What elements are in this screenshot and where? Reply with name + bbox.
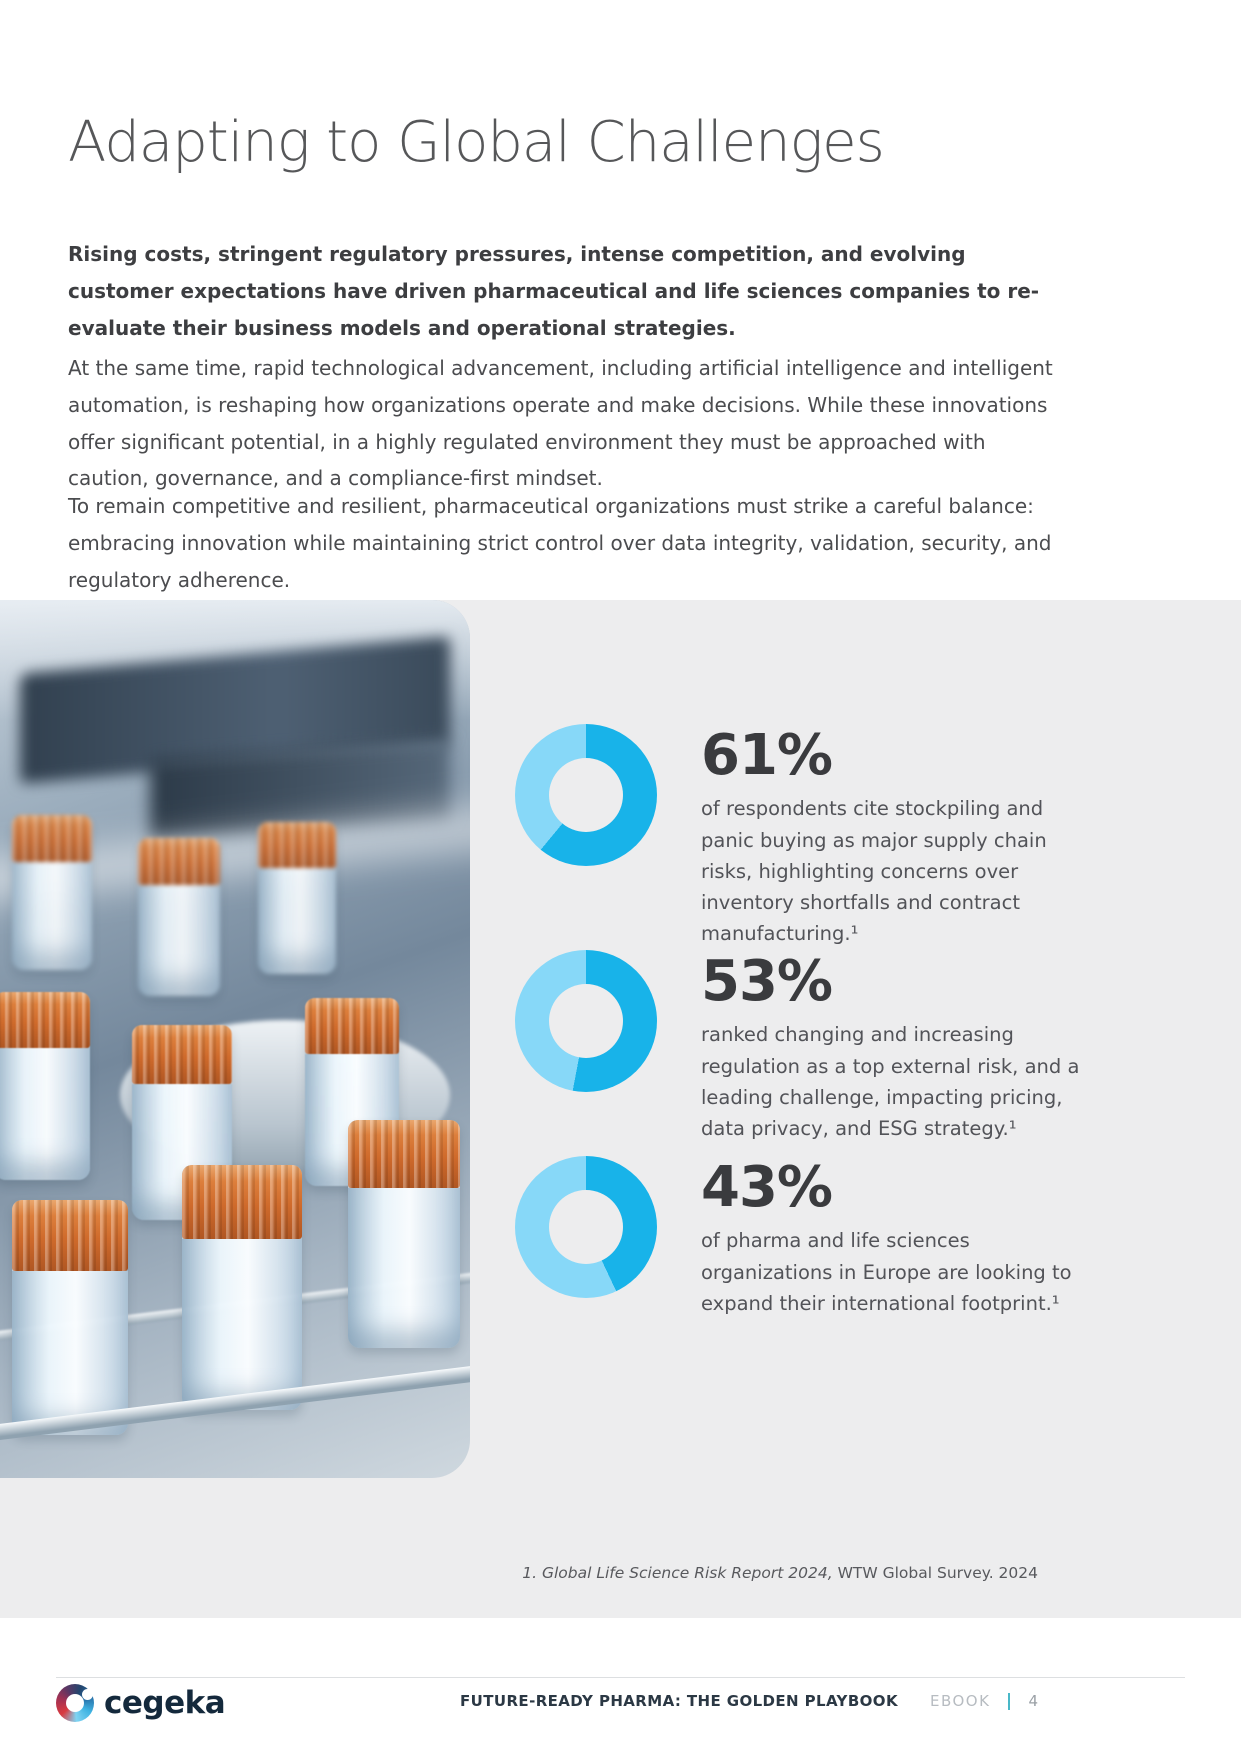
vial-illustration xyxy=(0,992,90,1180)
body-paragraph-2: At the same time, rapid technological advancement, including artificial intelligence and intelligent automation, is reshaping how organizations operate and make decisions. While these innovations offer significant potential, in a highly regulated environment they must be approached with caution, governance, and a compliance-first mindset. xyxy=(68,356,1053,491)
source-footnote xyxy=(522,1564,1038,1582)
vial-illustration xyxy=(258,822,336,974)
stat-description: of pharma and life sciences organizations in Europe are looking to expand their international footprint.¹ xyxy=(701,1229,1072,1315)
footer-doc-title: FUTURE-READY PHARMA: THE GOLDEN PLAYBOOK xyxy=(460,1692,898,1710)
cegeka-logo xyxy=(56,1684,225,1722)
footnote-source-title: 1. Global Life Science Risk Report 2024, xyxy=(522,1564,833,1582)
footnote-source-detail: WTW Global Survey. 2024 xyxy=(832,1564,1038,1582)
footer-divider-line xyxy=(56,1677,1185,1678)
stat-block-61 xyxy=(515,724,1099,949)
vial-illustration xyxy=(182,1165,302,1410)
stat-description: of respondents cite stockpiling and panic buying as major supply chain risks, highlighting concerns over inventory shortfalls and contract manufacturing.¹ xyxy=(701,797,1047,946)
stat-text xyxy=(701,950,1099,1144)
page-title: Adapting to Global Challenges xyxy=(68,110,884,175)
donut-chart-53-percent xyxy=(515,950,657,1092)
stat-value: 61% xyxy=(701,723,833,788)
vial-illustration xyxy=(348,1120,460,1348)
logo-notch xyxy=(82,1689,93,1700)
footer-meta xyxy=(460,1692,1038,1710)
stat-text xyxy=(701,1156,1099,1319)
cegeka-swirl-icon xyxy=(56,1684,94,1722)
vial-illustration xyxy=(12,1200,128,1435)
vial-illustration xyxy=(138,838,220,996)
footer-accent-divider xyxy=(1008,1693,1010,1710)
donut-hole xyxy=(549,984,623,1058)
page-number: 4 xyxy=(1028,1692,1038,1710)
stat-block-43 xyxy=(515,1156,1099,1319)
donut-hole xyxy=(549,758,623,832)
stat-description: ranked changing and increasing regulation as a top external risk, and a leading challenge, impacting pricing, data privacy, and ESG strategy.¹ xyxy=(701,1023,1080,1140)
logo-hole xyxy=(66,1694,84,1712)
body-paragraph-3: To remain competitive and resilient, pharmaceutical organizations must strike a careful balance: embracing innovation while maintaining strict control over data integrity, validation, security, and regulatory adherence. xyxy=(68,494,1052,592)
donut-hole xyxy=(549,1190,623,1264)
donut-chart-61-percent xyxy=(515,724,657,866)
stat-value: 53% xyxy=(701,949,833,1014)
brand-name: cegeka xyxy=(104,1685,226,1721)
donut-chart-43-percent xyxy=(515,1156,657,1298)
stat-value: 43% xyxy=(701,1155,833,1220)
intro-paragraph: Rising costs, stringent regulatory pressures, intense competition, and evolving customer expectations have driven pharmaceutical and life sciences companies to re-evaluate their business models and operational strategies. xyxy=(68,242,1040,340)
stat-text xyxy=(701,724,1099,949)
vial-production-line-photo xyxy=(0,600,470,1478)
stat-block-53 xyxy=(515,950,1099,1144)
footer-doc-type: EBOOK xyxy=(929,1692,991,1710)
vial-illustration xyxy=(12,815,92,970)
